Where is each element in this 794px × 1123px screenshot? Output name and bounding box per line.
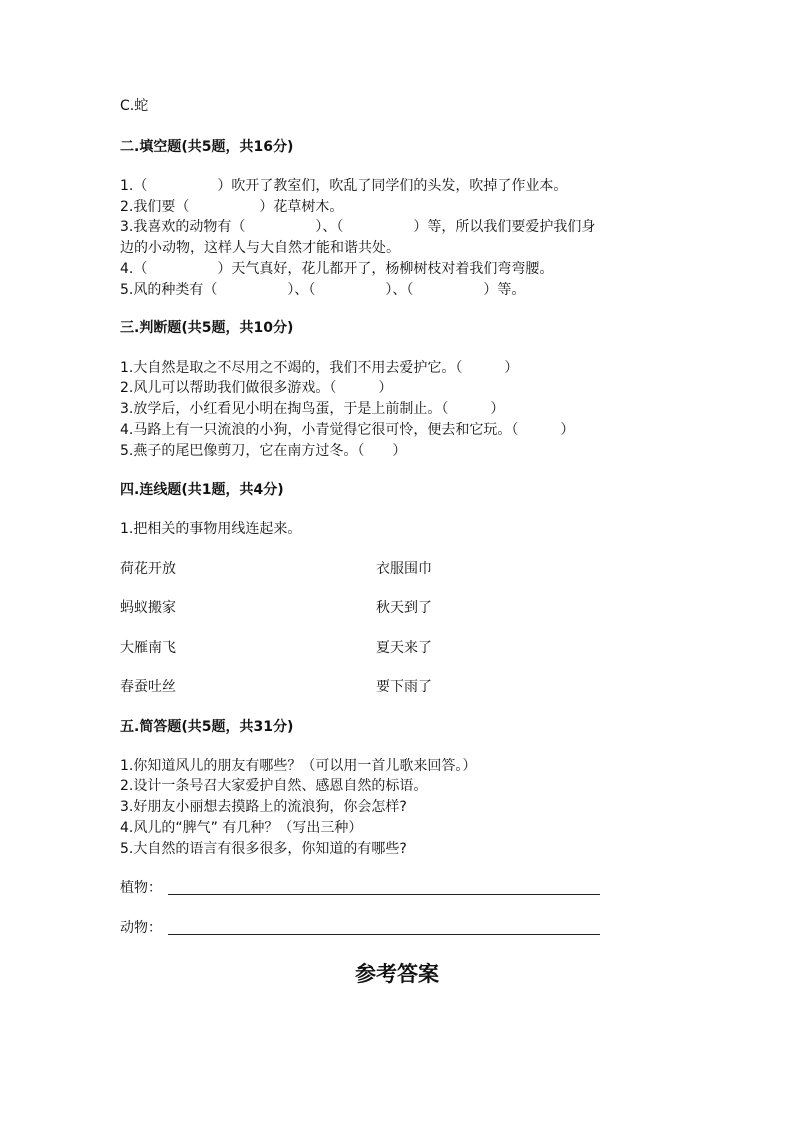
animal-label: 动物：	[120, 920, 162, 936]
judge-item-2: 2.风儿可以帮助我们做很多游戏。（ ）	[120, 380, 393, 396]
judge-item-4: 4.马路上有一只流浪的小狗，小青觉得它很可怜，便去和它玩。（ ）	[120, 422, 575, 438]
match-left-item: 荷花开放	[120, 561, 176, 577]
section3-heading: 三.判断题(共5题，共10分)	[120, 320, 294, 336]
fill-item-5: 5.风的种类有（ ）、（ ）、（ ）等。	[120, 282, 526, 298]
match-right-item: 要下雨了	[376, 679, 432, 695]
match-right-item: 衣服围巾	[376, 561, 432, 577]
animal-answer-line[interactable]	[168, 934, 600, 935]
section2-heading: 二.填空题(共5题，共16分)	[120, 139, 294, 155]
answer-key-title: 参考答案	[355, 961, 439, 986]
section4-heading: 四.连线题(共1题，共4分)	[120, 482, 284, 498]
match-prompt: 1.把相关的事物用线连起来。	[120, 521, 302, 537]
judge-item-1: 1.大自然是取之不尽用之不竭的，我们不用去爱护它。（ ）	[120, 360, 519, 376]
match-left-item: 春蚕吐丝	[120, 679, 176, 695]
short-item-2: 2.设计一条号召大家爱护自然、感恩自然的标语。	[120, 778, 428, 794]
short-item-1: 1.你知道风儿的朋友有哪些？（可以用一首儿歌来回答。）	[120, 758, 477, 774]
match-right-item: 夏天来了	[376, 640, 432, 656]
judge-item-3: 3.放学后，小红看见小明在掏鸟蛋，于是上前制止。（ ）	[120, 401, 505, 417]
match-left-item: 大雁南飞	[120, 640, 176, 656]
short-item-5: 5.大自然的语言有很多很多，你知道的有哪些?	[120, 841, 407, 857]
fill-item-2: 2.我们要（ ）花草树木。	[120, 199, 344, 215]
match-right-item: 秋天到了	[376, 600, 432, 616]
judge-item-5: 5.燕子的尾巴像剪刀，它在南方过冬。（ ）	[120, 443, 407, 459]
plant-label: 植物：	[120, 880, 162, 896]
short-item-3: 3.好朋友小丽想去摸路上的流浪狗，你会怎样?	[120, 799, 407, 815]
option-c: C.蛇	[120, 98, 149, 114]
short-item-4: 4.风儿的“脾气” 有几种？（写出三种）	[120, 820, 363, 836]
fill-item-3: 3.我喜欢的动物有（ ）、（ ）等，所以我们要爱护我们身	[120, 219, 596, 235]
fill-item-4: 4.（ ）天气真好，花儿都开了，杨柳树枝对着我们弯弯腰。	[120, 261, 554, 277]
match-left-item: 蚂蚁搬家	[120, 600, 176, 616]
section5-heading: 五.简答题(共5题，共31分)	[120, 719, 294, 735]
fill-item-3-cont: 边的小动物，这样人与大自然才能和谐共处。	[120, 240, 400, 256]
fill-item-1: 1.（ ）吹开了教室们，吹乱了同学们的头发，吹掉了作业本。	[120, 178, 568, 194]
plant-answer-line[interactable]	[168, 894, 600, 895]
